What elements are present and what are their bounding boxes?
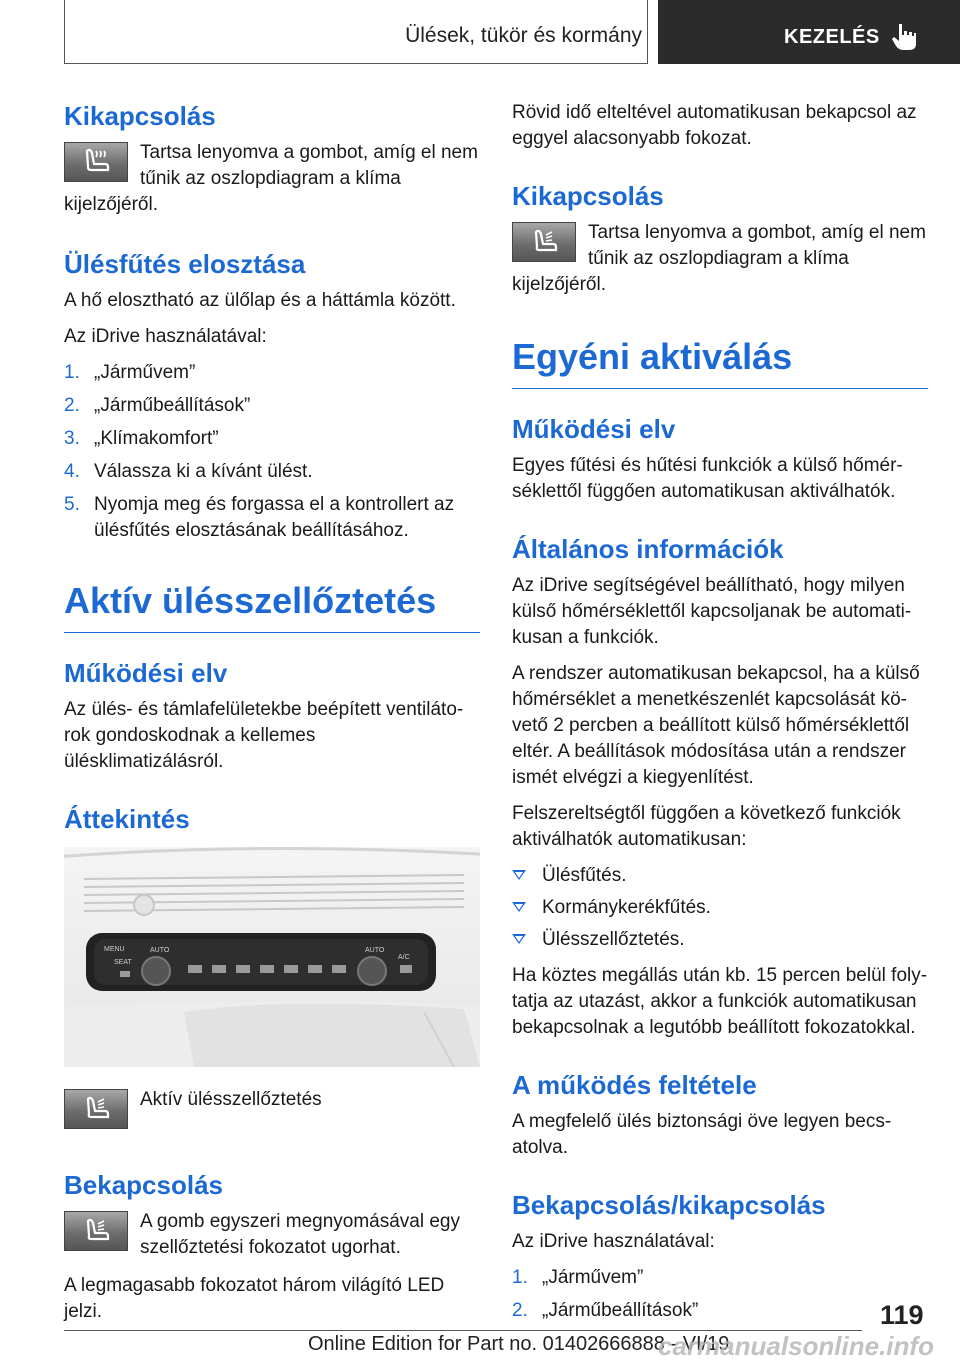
seat-heating-off-block <box>64 140 480 218</box>
mukodes-heading-right: Működési elv <box>512 414 676 444</box>
altalanos-paragraph-1: Az iDrive segítségével beállítható, hogy milyen külső hőmérséklettől kapcsoljanak be automatikusan a funkciók. <box>512 575 912 648</box>
photo-label-menu: MENU <box>104 946 125 953</box>
feltetel-heading: A működés feltétele <box>512 1070 757 1100</box>
header-section-title: Ülések, tükör és kormány <box>405 24 642 47</box>
photo-label-ac: A/C <box>398 954 410 961</box>
seat-ventilation-button-image-2 <box>64 1211 128 1251</box>
attekintes-heading: Áttekintés <box>64 804 190 834</box>
watermark: carmanualsonline.info <box>658 1331 934 1361</box>
mukodes-text-right: Egyes fűtési és hűtési funkciók a külső hőmérséklettől függően automatikusan aktiválhatók. <box>512 455 903 502</box>
auto-functions-list <box>512 863 928 953</box>
triangle-bullet-icon <box>512 902 526 912</box>
mukodes-text-left: Az ülés- és támlafelületekbe beépített ventilátorok gondoskodnak a kellemes ülésklimatizálásról. <box>64 699 464 772</box>
seat-ventilation-button-image <box>64 1089 128 1129</box>
bekapcsolas-text: A gomb egyszeri megnyomásával egy szellőztetési fokozatot ugorhat. <box>140 1211 460 1258</box>
feltetel-text: A megfelelő ülés biztonsági öve legyen becsatolva. <box>512 1111 892 1158</box>
climate-panel-photo <box>64 847 480 1067</box>
photo-label-seat: SEAT <box>114 959 132 966</box>
elosztas-paragraph-1: A hő elosztható az ülőlap és a háttámla között. <box>64 290 456 311</box>
list-item: 2. „Járműbeállítások” <box>512 1300 699 1321</box>
list-item: 4. Válassza ki a kívánt ülést. <box>64 461 313 482</box>
bekapcsolas-heading: Bekapcsolás <box>64 1170 223 1200</box>
list-item: 5. Nyomja meg és forgassa el a kontrollert az ülésfűtés elosztásának beállításához. <box>64 494 455 541</box>
bekapcsolas-block <box>64 1209 480 1261</box>
seat-heating-icon <box>79 147 113 177</box>
seat-ventilation-icon <box>527 227 561 257</box>
hand-pointer-icon <box>890 22 918 52</box>
list-item: Kormánykerékfűtés. <box>512 895 928 921</box>
elosztas-heading: Ülésfűtés elosztása <box>64 249 306 279</box>
kikapcsolas-text-right: Tartsa lenyomva a gombot, amíg el nem tűnik az oszlopdiagram a klíma kijelzőjéről. <box>512 222 926 295</box>
seat-ventilation-icon-block <box>64 1087 480 1139</box>
seat-ventilation-icon <box>79 1216 113 1246</box>
ventilation-off-block <box>512 220 928 298</box>
bekikapcs-heading: Bekapcsolás/kikapcsolás <box>512 1190 826 1220</box>
list-item: Ülésszellőztetés. <box>512 927 928 953</box>
triangle-bullet-icon <box>512 934 526 944</box>
elosztas-steps <box>64 360 480 544</box>
elosztas-paragraph-2: Az iDrive használatával: <box>64 326 267 347</box>
aktiv-heading: Aktív ülésszellőztetés <box>64 578 480 633</box>
list-item: 1. „Járművem” <box>512 1267 644 1288</box>
altalanos-paragraph-2: A rendszer automatikusan bekapcsol, ha a külső hőmérséklet a menetkészenlét kapcsolását követő 2 percben a beállított külső hőmérséklettől eltér. A beállítások módosítása után a rendszer ismét elvégzi a kiegyenlítést. <box>512 663 920 788</box>
left-column <box>64 100 480 1335</box>
kikapcsolas-heading: Kikapcsolás <box>64 101 216 131</box>
altalanos-paragraph-4: Ha köztes megállás után kb. 15 percen belül folytatja az utazást, akkor a funkciók automatikusan bekapcsolnak a legutóbb beállított fokozatokkal. <box>512 965 928 1038</box>
header-tab[interactable] <box>658 0 960 64</box>
seat-ventilation-icon <box>79 1094 113 1124</box>
triangle-bullet-icon <box>512 870 526 880</box>
list-item: 2. „Járműbeállítások” <box>64 395 251 416</box>
right-column <box>512 100 928 1334</box>
egyeni-heading: Egyéni aktiválás <box>512 334 928 389</box>
header-tab-label: KEZELÉS <box>784 26 880 48</box>
altalanos-paragraph-3: Felszereltségtől függően a következő funkciók aktiválhatók automatikusan: <box>512 803 901 850</box>
kikapcsolas-heading-right: Kikapcsolás <box>512 181 664 211</box>
list-item: 3. „Klímakomfort” <box>64 428 219 449</box>
icon-caption: Aktív ülésszellőztetés <box>140 1089 322 1110</box>
altalanos-heading: Általános információk <box>512 534 784 564</box>
seat-heating-button-image <box>64 142 128 182</box>
list-item: Ülésfűtés. <box>512 863 928 889</box>
photo-label-auto-right: AUTO <box>365 947 385 954</box>
bekikapcs-paragraph: Az iDrive használatával: <box>512 1231 715 1252</box>
footer-edition: Online Edition for Part no. 01402666888 - VI/19 <box>308 1333 730 1355</box>
kikapcsolas-text: Tartsa lenyomva a gombot, amíg el nem tűnik az oszlopdiagram a klíma kijelzőjéről. <box>64 142 478 215</box>
bekapcsolas-paragraph-2: A legmagasabb fokozatot három világító LED jelzi. <box>64 1275 445 1322</box>
list-item: 1. „Járművem” <box>64 362 196 383</box>
bekikapcs-steps <box>512 1265 928 1324</box>
mukodes-heading-left: Működési elv <box>64 658 228 688</box>
intro-paragraph: Rövid idő elteltével automatikusan bekapcsol az eggyel alacsonyabb fokozat. <box>512 102 917 149</box>
page-number: 119 <box>880 1300 924 1330</box>
seat-ventilation-button-image-3 <box>512 222 576 262</box>
photo-label-auto-left: AUTO <box>150 947 170 954</box>
climate-panel-illustration <box>64 847 480 1067</box>
